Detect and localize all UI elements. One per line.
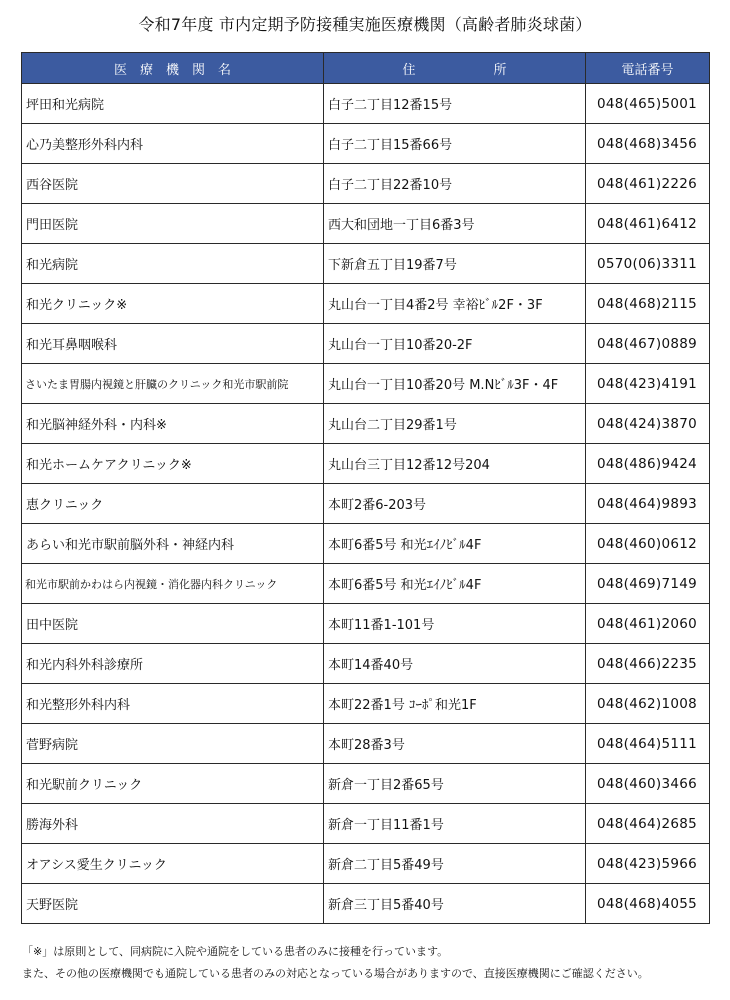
table-row bbox=[22, 844, 710, 884]
clinic-phone: 048(460)0612 bbox=[586, 524, 710, 564]
table-row bbox=[22, 164, 710, 204]
clinic-address: 白子二丁目12番15号 bbox=[324, 84, 586, 124]
clinic-name: あらい和光市駅前脳外科・神経内科 bbox=[22, 524, 324, 564]
table-row bbox=[22, 644, 710, 684]
clinic-phone: 048(423)5966 bbox=[586, 844, 710, 884]
clinic-address: 本町6番5号 和光ｴｲﾉﾋﾞﾙ4F bbox=[324, 524, 586, 564]
clinic-name: オアシス愛生クリニック bbox=[22, 844, 324, 884]
clinic-phone: 048(464)5111 bbox=[586, 724, 710, 764]
table-row bbox=[22, 204, 710, 244]
clinic-name: 心乃美整形外科内科 bbox=[22, 124, 324, 164]
clinic-phone: 048(423)4191 bbox=[586, 364, 710, 404]
table-row bbox=[22, 524, 710, 564]
clinic-phone: 048(461)6412 bbox=[586, 204, 710, 244]
clinic-address: 新倉一丁目11番1号 bbox=[324, 804, 586, 844]
clinic-address: 新倉三丁目5番40号 bbox=[324, 884, 586, 924]
clinic-phone: 048(464)9893 bbox=[586, 484, 710, 524]
clinic-name: 和光整形外科内科 bbox=[22, 684, 324, 724]
clinic-address: 丸山台三丁目12番12号204 bbox=[324, 444, 586, 484]
clinic-name: 和光クリニック※ bbox=[22, 284, 324, 324]
clinic-name: 坪田和光病院 bbox=[22, 84, 324, 124]
clinic-address: 丸山台一丁目10番20-2F bbox=[324, 324, 586, 364]
clinic-phone: 048(467)0889 bbox=[586, 324, 710, 364]
clinic-address: 新倉一丁目2番65号 bbox=[324, 764, 586, 804]
clinic-phone: 048(468)2115 bbox=[586, 284, 710, 324]
table-row bbox=[22, 364, 710, 404]
clinic-address: 西大和団地一丁目6番3号 bbox=[324, 204, 586, 244]
table-row bbox=[22, 804, 710, 844]
clinic-address: 下新倉五丁目19番7号 bbox=[324, 244, 586, 284]
clinic-phone: 048(464)2685 bbox=[586, 804, 710, 844]
table-row bbox=[22, 724, 710, 764]
clinic-name: 和光市駅前かわはら内視鏡・消化器内科クリニック bbox=[22, 564, 324, 604]
table-row bbox=[22, 404, 710, 444]
clinic-address: 白子二丁目22番10号 bbox=[324, 164, 586, 204]
clinic-address: 丸山台一丁目4番2号 幸裕ﾋﾞﾙ2F・3F bbox=[324, 284, 586, 324]
clinic-address: 本町28番3号 bbox=[324, 724, 586, 764]
column-header-phone: 電話番号 bbox=[586, 53, 710, 84]
table-row bbox=[22, 764, 710, 804]
clinic-phone: 048(486)9424 bbox=[586, 444, 710, 484]
clinic-address: 白子二丁目15番66号 bbox=[324, 124, 586, 164]
clinic-table bbox=[21, 52, 710, 924]
clinic-phone: 048(466)2235 bbox=[586, 644, 710, 684]
clinic-address: 本町22番1号 ｺｰﾎﾟ和光1F bbox=[324, 684, 586, 724]
clinic-phone: 0570(06)3311 bbox=[586, 244, 710, 284]
table-row bbox=[22, 444, 710, 484]
column-header-name: 医 療 機 関 名 bbox=[22, 53, 324, 84]
clinic-address: 新倉二丁目5番49号 bbox=[324, 844, 586, 884]
table-row bbox=[22, 124, 710, 164]
clinic-address: 本町11番1-101号 bbox=[324, 604, 586, 644]
table-row bbox=[22, 684, 710, 724]
table-row bbox=[22, 604, 710, 644]
clinic-address: 本町6番5号 和光ｴｲﾉﾋﾞﾙ4F bbox=[324, 564, 586, 604]
footnote-asterisk: 「※」は原則として、同病院に入院や通院をしている患者のみに接種を行っています。 bbox=[22, 945, 449, 958]
table-header-row bbox=[22, 53, 710, 84]
table-row bbox=[22, 884, 710, 924]
clinic-table-body bbox=[22, 84, 710, 924]
clinic-name: 和光内科外科診療所 bbox=[22, 644, 324, 684]
table-row bbox=[22, 324, 710, 364]
page-title: 令和7年度 市内定期予防接種実施医療機関（高齢者肺炎球菌） bbox=[138, 15, 592, 34]
clinic-name: 西谷医院 bbox=[22, 164, 324, 204]
clinic-name: 和光耳鼻咽喉科 bbox=[22, 324, 324, 364]
clinic-phone: 048(462)1008 bbox=[586, 684, 710, 724]
clinic-address: 本町14番40号 bbox=[324, 644, 586, 684]
clinic-address: 本町2番6-203号 bbox=[324, 484, 586, 524]
footnote-confirm: また、その他の医療機関でも通院している患者のみの対応となっている場合がありますので、直接医療機関にご確認ください。 bbox=[22, 967, 649, 980]
table-row bbox=[22, 484, 710, 524]
column-header-address: 住 所 bbox=[324, 53, 586, 84]
clinic-phone: 048(461)2060 bbox=[586, 604, 710, 644]
clinic-name: 和光病院 bbox=[22, 244, 324, 284]
table-row bbox=[22, 244, 710, 284]
clinic-name: 門田医院 bbox=[22, 204, 324, 244]
clinic-name: さいたま胃腸内視鏡と肝臓のクリニック和光市駅前院 bbox=[22, 364, 324, 404]
clinic-name: 和光ホームケアクリニック※ bbox=[22, 444, 324, 484]
table-row bbox=[22, 564, 710, 604]
clinic-address: 丸山台二丁目29番1号 bbox=[324, 404, 586, 444]
clinic-name: 天野医院 bbox=[22, 884, 324, 924]
clinic-phone: 048(469)7149 bbox=[586, 564, 710, 604]
clinic-name: 田中医院 bbox=[22, 604, 324, 644]
clinic-phone: 048(424)3870 bbox=[586, 404, 710, 444]
clinic-name: 和光脳神経外科・内科※ bbox=[22, 404, 324, 444]
clinic-phone: 048(460)3466 bbox=[586, 764, 710, 804]
clinic-name: 菅野病院 bbox=[22, 724, 324, 764]
clinic-phone: 048(465)5001 bbox=[586, 84, 710, 124]
table-row bbox=[22, 84, 710, 124]
clinic-name: 恵クリニック bbox=[22, 484, 324, 524]
clinic-name: 和光駅前クリニック bbox=[22, 764, 324, 804]
clinic-name: 勝海外科 bbox=[22, 804, 324, 844]
table-row bbox=[22, 284, 710, 324]
clinic-phone: 048(468)4055 bbox=[586, 884, 710, 924]
clinic-phone: 048(461)2226 bbox=[586, 164, 710, 204]
clinic-phone: 048(468)3456 bbox=[586, 124, 710, 164]
clinic-address: 丸山台一丁目10番20号 M.Nﾋﾞﾙ3F・4F bbox=[324, 364, 586, 404]
